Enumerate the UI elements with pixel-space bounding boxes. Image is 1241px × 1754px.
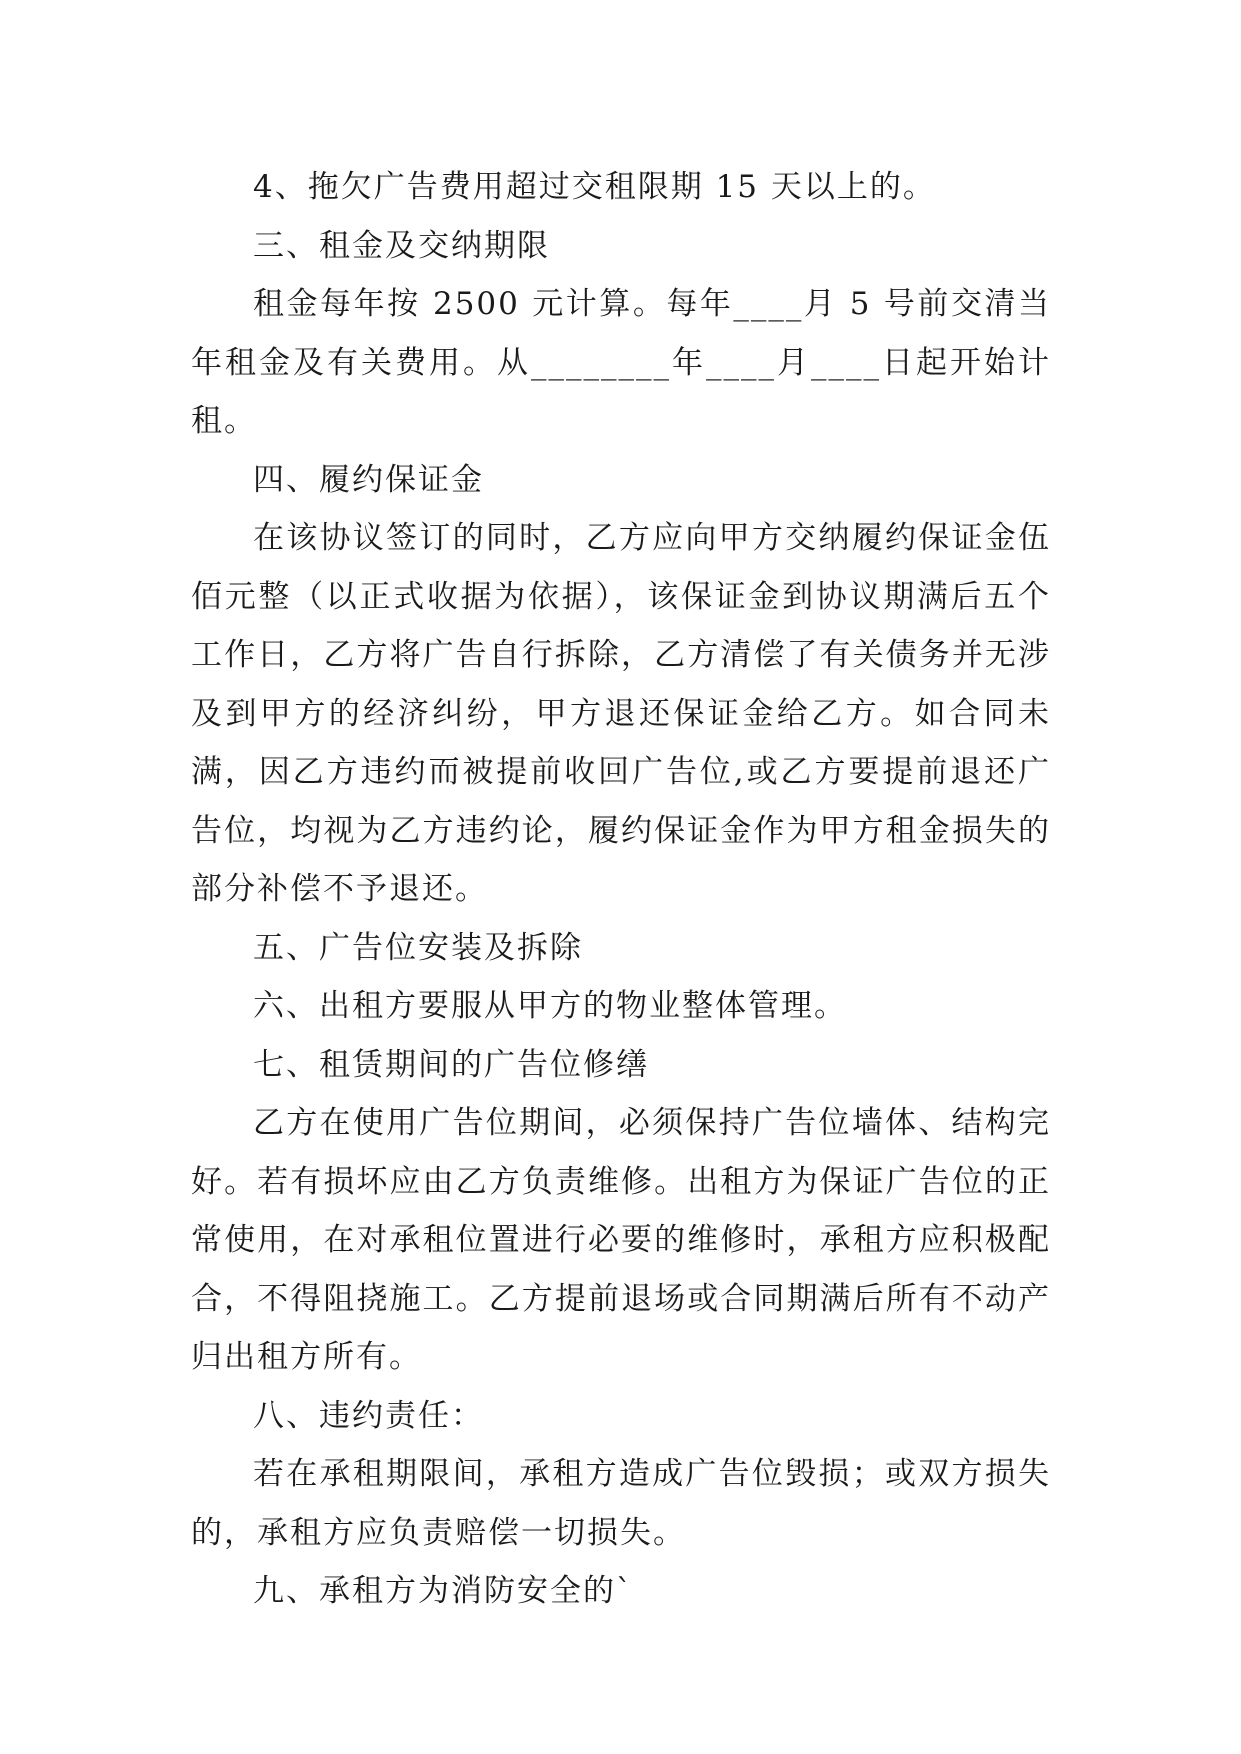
heading-rent-and-payment-term: 三、租金及交纳期限: [253, 227, 550, 264]
document-body: [191, 158, 1051, 1621]
paragraph-liability: 若在承租期限间，承租方造成广告位毁损；或双方损失的，承租方应负责赔偿一切损失。: [191, 1456, 1051, 1551]
heading-liability-for-breach: 八、违约责任：: [253, 1397, 484, 1434]
paragraph-rent-amount: 租金每年按 2500 元计算。每年____月 5 号前交清当年租金及有关费用。从________年____月____日起开始计租。: [191, 286, 1051, 439]
paragraph-overdue-fee: 4、拖欠广告费用超过交租限期 15 天以上的。: [253, 169, 936, 205]
heading-installation-and-removal: 五、广告位安装及拆除: [253, 929, 583, 966]
heading-performance-deposit: 四、履约保证金: [253, 461, 484, 498]
heading-fire-safety: 九、承租方为消防安全的`: [253, 1573, 634, 1609]
heading-repairs-during-lease: 七、租赁期间的广告位修缮: [253, 1046, 649, 1083]
paragraph-repairs: 乙方在使用广告位期间，必须保持广告位墙体、结构完好。若有损坏应由乙方负责维修。出租方为保证广告位的正常使用，在对承租位置进行必要的维修时，承租方应积极配合，不得阻挠施工。乙方提前退场或合同期满后所有不动产归出租方所有。: [191, 1105, 1051, 1375]
paragraph-property-management: 六、出租方要服从甲方的物业整体管理。: [253, 988, 847, 1024]
paragraph-performance-deposit: 在该协议签订的同时，乙方应向甲方交纳履约保证金伍佰元整（以正式收据为依据），该保证金到协议期满后五个工作日，乙方将广告自行拆除，乙方清偿了有关债务并无涉及到甲方的经济纠纷，甲方退还保证金给乙方。如合同未满，因乙方违约而被提前收回广告位,或乙方要提前退还广告位，均视为乙方违约论，履约保证金作为甲方租金损失的部分补偿不予退还。: [191, 520, 1051, 907]
